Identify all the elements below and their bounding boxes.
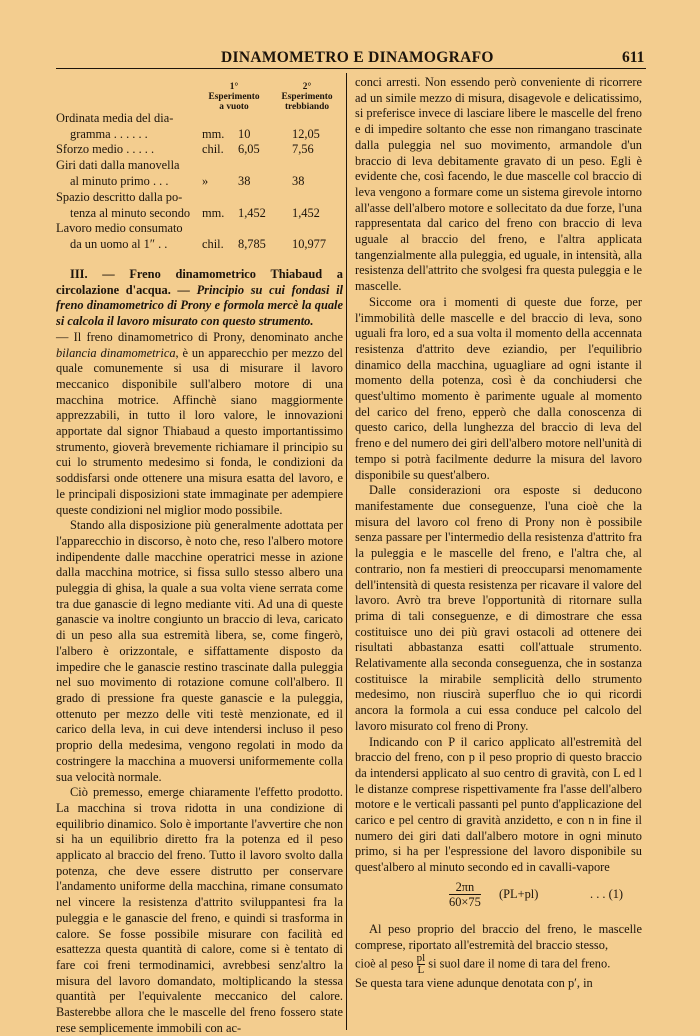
header-rule: [56, 68, 646, 69]
tara-fraction: $\frac{pl}{L}$: [416, 952, 426, 977]
running-title: DINAMOMETRO E DINAMOGRAFO: [221, 49, 494, 66]
paragraph: Siccome ora i momenti di queste due forze, per l'immobilità delle mascelle e del braccio di leva, sono uguali fra loro, ed a sua volta il momento della accennata resistenza d'attrito deve eziandio, per l'equilibrio dinamico della macchina, uguagliare ad ogni istante il momento della potenza, così è da conchiudersi che quest'ultimo momento è parimente uguale al momento del carico del freno, epperò che dalla conoscenza di questo carico, della lunghezza del braccio di leva del freno e del numero dei giri dell'albero motore nell'unità di tempo si potrà facilmente dedurre la misura del lavoro disponibile su quest'albero.: [355, 294, 642, 482]
right-column: [355, 75, 642, 992]
paragraph: cioè al peso $\frac{pl}{L}$ si suol dare il nome di tara del freno.: [355, 952, 611, 977]
paragraph: Ciò premesso, emerge chiaramente l'effetto prodotto. La macchina si trova ridotta in una condizione di equilibrio dinamico. Solo è importante l'avvertire che non si ha un equilibrio diretto fra la potenza ed il peso applicato al braccio del freno. Tutto il lavoro svolto dalla potenza, che deve essere distrutto per conservare l'andamento uniforme della macchina, rimane consumato nel vincere la resistenza d'attrito sviluppantesi fra la puleggia e le ganascie del freno, e quindi si trasforma in calore. Se fosse possibile misurare con facilità ed esattezza questa quantità di calore, come si è tentato di fare coi freni termodinamici, avrebbesi senz'altro la misura del lavoro domandato, moltiplicando la stessa quantità per l'equivalente meccanico del calore. Basterebbe allora che le mascelle del freno fossero state rese semplicemente immobili con ac-: [56, 785, 343, 1035]
paragraph: Stando alla disposizione più generalmente adottata per l'apparecchio in discorso, è noto che, reso l'albero motore indipendente dalle macchine operatrici messe in azione dalla macchina motrice, si fissa sullo stesso albero una puleggia di ghisa, la quale a sua volta viene serrata come tra due ganascie di legno mediante viti. Ad una di queste ganascie va inoltre congiunto un braccio di leva, caricato di un peso alla sua estremità libera, se, come fingerò, l'albero è orizzontale, e siffattamente disposto da impedire che le ganascie restino trascinate dalla puleggia nel suo movimento di rotazione comune coll'albero. Il grado di pressione fra queste ganascie e la puleggia, ottenuto per mezzo delle viti testè menzionate, ed il carico della leva, in cui deve intendersi incluso il peso proprio della medesima, vengono regolati in modo da costringere la macchina a muoversi uniformemente colla sua velocità normale.: [56, 518, 343, 784]
paragraph: conci arresti. Non essendo però conveniente di ricorrere ad un simile mezzo di misura, disagevole e delicatissimo, si preferisce invece di lasciare libere le mascelle del freno e di impedire soltanto che esse non rimangano trascinate dalla puleggia nel suo movimento, armandole d'un braccio di leva debitamente gravato di un peso. Egli è evidente che, così facendo, le due mascelle col braccio di leva vengono a formare come un sistema girevole intorno all'asse dell'albero motore e sollecitato da due forze, l'una rappresentata dal carico del freno con braccio di leva uguale al braccio del freno, e l'altra applicata tangenzialmente alla puleggia, ed uguale, in intensità, alla resistenza dell'attrito che svolgesi fra questa puleggia e le mascelle.: [355, 75, 642, 294]
table-header-exp2: 2° Esperimento trebbiando: [281, 82, 333, 112]
formula-fraction: $\frac{2\pi n}{60\times 75}$: [449, 879, 481, 909]
formula-number: . . . (1): [590, 886, 624, 901]
table-header-exp1: 1° Esperimento a vuoto: [208, 82, 260, 112]
running-header: [0, 36, 700, 66]
formula-1: $\frac{2\pi n}{60\times 75}$ (PL+pl) . . . (1): [449, 879, 624, 909]
page-number: 611: [622, 49, 645, 66]
paragraph: — Il freno dinamometrico di Prony, denominato anche bilancia dinamometrica, è un apparecchio per mezzo del quale comunemente si usa di misurare il lavoro meccanico disponibile sull'albero motore di una macchina motrice. Affinchè siano maggiormente apprezzabili, in tutto il loro valore, le innovazioni apportate dal signor Thiabaud a questo importantissimo strumento, gioverà brevemente richiamare il principio su cui lo strumento medesimo si fonda, le condizioni da soddisfarsi onde ottenere una misura esatta del lavoro, e le principali disposizioni state immaginate per adempiere queste condizioni nel miglior modo possibile.: [56, 329, 343, 517]
paragraph: Se questa tara viene adunque denotata con p′, in: [355, 976, 593, 991]
column-divider: [346, 73, 347, 1030]
paragraph: Indicando con P il carico applicato all'estremità del braccio del freno, con p il peso proprio di questo braccio da intendersi applicato al suo centro di gravità, con L ed l le distanze comprese rispettivamente fra l'asse dell'albero motore e le verticali passanti pel punto d'applicazione del carico e pel centro di gravità anzidetto, e con n in fine il numero dei giri dati dall'albero motore in ogni minuto primo, si ha per l'espressione del lavoro disponibile su quest'albero al minuto secondo ed in cavalli-vapore: [355, 734, 642, 875]
experiment-table: 1° Esperimento a vuoto 2° Esperimento trebbiando Ordinata media del dia- gramma . . . . . . mm. 10 12,05 Sforzo medio . . . . . chil. 6,05 7,56 Giri dati dalla manovella al minuto primo . . . » 38 38 Spazio descritto dalla po- tenza al minuto secondo mm. 1,452 1,452 Lavoro medio consumato da un uomo al 1″ . . chil. 8,785 10,977: [56, 75, 343, 249]
paragraph: Al peso proprio del braccio del freno, le mascelle comprese, riportato all'estremità del braccio stesso,: [355, 921, 642, 952]
paragraph: Dalle considerazioni ora esposte si deducono manifestamente due conseguenze, l'una cioè che la misura del lavoro col freno di Prony non è possibile senza passare per l'intermedio della resistenza d'attrito fra la puleggia e le mascelle del freno, e l'altra che, al contrario, non fa mestieri di preoccuparsi menomamente dell'intensità di questa resistenza per ricavare il valore del lavoro. Avrò tra breve l'opportunità di ritornare sulla prima di tali conseguenze, e di dimostrare che essa costituisce uno dei più gravi ostacoli ad ottenere dei risultati abbastanza esatti coll'attuale strumento. Relativamente alla seconda conseguenza, che in sostanza costituisce la mirabile semplicità dello strumento medesimo, non riuscirà superfluo che io qui ricordi ancora la formola a cui essa conduce pel calcolo del lavoro misurato col freno di Prony.: [355, 483, 642, 733]
section-heading: III. — Freno dinamometrico Thiabaud a circolazione d'acqua. — Principio su cui fondasi il freno dinamometrico di Prony e formola mercè la quale si calcola il lavoro misurato con questo strumento.: [56, 267, 343, 329]
left-column: [56, 75, 343, 1036]
